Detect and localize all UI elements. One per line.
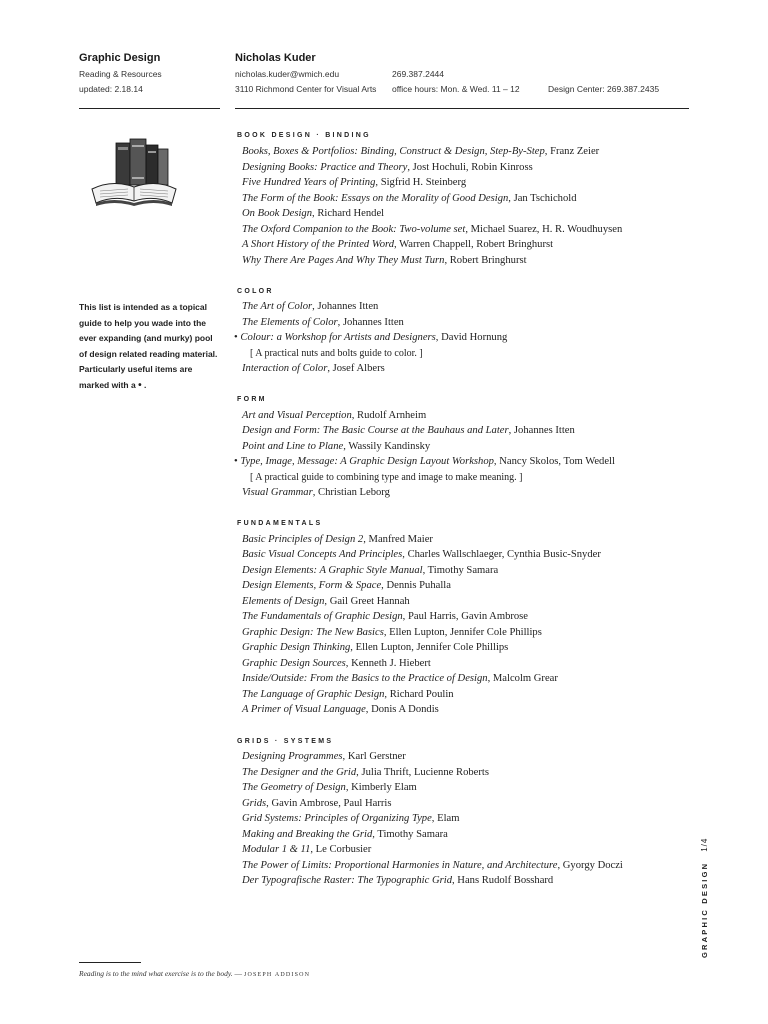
list-item: A Primer of Visual Language, Donis A Dondis bbox=[242, 704, 439, 715]
item-note: [ A practical nuts and bolts guide to color. ] bbox=[250, 348, 423, 359]
list-item: Designing Books: Practice and Theory, Jost Hochuli, Robin Kinross bbox=[242, 162, 533, 173]
list-item: Elements of Design, Gail Greet Hannah bbox=[242, 596, 410, 607]
header-rule-left bbox=[79, 108, 220, 109]
list-item: Design and Form: The Basic Course at the Bauhaus and Later, Johannes Itten bbox=[242, 425, 575, 436]
list-item: The Art of Color, Johannes Itten bbox=[242, 301, 379, 312]
list-item-recommended: • Type, Image, Message: A Graphic Design Layout Workshop, Nancy Skolos, Tom Wedell bbox=[234, 456, 615, 467]
list-item: The Form of the Book: Essays on the Morality of Good Design, Jan Tschichold bbox=[242, 193, 577, 204]
list-item: Graphic Design Thinking, Ellen Lupton, Jennifer Cole Phillips bbox=[242, 642, 509, 653]
list-item: The Oxford Companion to the Book: Two-volume set, Michael Suarez, H. R. Woudhuysen bbox=[242, 224, 623, 235]
side-label-text: GRAPHIC DESIGN bbox=[700, 861, 709, 958]
bullet-marker: • bbox=[234, 332, 238, 343]
section-title-color: COLOR bbox=[237, 288, 274, 295]
list-item: Der Typografische Raster: The Typographic Grid, Hans Rudolf Bosshard bbox=[242, 875, 554, 886]
author-email: nicholas.kuder@wmich.edu bbox=[235, 69, 340, 79]
list-item: Inside/Outside: From the Basics to the Practice of Design, Malcolm Grear bbox=[242, 673, 558, 684]
list-item: Interaction of Color, Josef Albers bbox=[242, 363, 385, 374]
list-item: The Elements of Color, Johannes Itten bbox=[242, 317, 404, 328]
list-item: Why There Are Pages And Why They Must Turn, Robert Bringhurst bbox=[242, 255, 527, 266]
list-item: Graphic Design Sources, Kenneth J. Hiebert bbox=[242, 658, 431, 669]
list-item: Basic Principles of Design 2, Manfred Maier bbox=[242, 534, 433, 545]
sidebar-note-end: . bbox=[143, 379, 147, 390]
list-item: Five Hundred Years of Printing, Sigfrid H. Steinberg bbox=[242, 177, 467, 188]
bullet-marker: • bbox=[138, 379, 142, 391]
author-phone: 269.387.2444 bbox=[392, 69, 444, 79]
header-rule-right bbox=[235, 108, 689, 109]
list-item: Graphic Design: The New Basics, Ellen Lupton, Jennifer Cole Phillips bbox=[242, 627, 542, 638]
list-item: Books, Boxes & Portfolios: Binding, Construct & Design, Step-By-Step, Franz Zeier bbox=[242, 146, 600, 157]
section-title-book-design: BOOK DESIGN · BINDING bbox=[237, 132, 371, 139]
section-title-grids: GRIDS · SYSTEMS bbox=[237, 738, 334, 745]
list-item: Grids, Gavin Ambrose, Paul Harris bbox=[242, 798, 392, 809]
list-item: The Designer and the Grid, Julia Thrift, Lucienne Roberts bbox=[242, 767, 489, 778]
list-item: Visual Grammar, Christian Leborg bbox=[242, 487, 390, 498]
list-item: Design Elements: A Graphic Style Manual, Timothy Samara bbox=[242, 565, 499, 576]
bullet-marker: • bbox=[234, 456, 238, 467]
section-title-form: FORM bbox=[237, 396, 267, 403]
list-item: Basic Visual Concepts And Principles, Charles Wallschlaeger, Cynthia Busic-Snyder bbox=[242, 549, 601, 560]
document-title: Graphic Design bbox=[79, 52, 161, 64]
page-number: 1/4 bbox=[700, 837, 709, 852]
list-item: Point and Line to Plane, Wassily Kandinsky bbox=[242, 441, 431, 452]
list-item: The Fundamentals of Graphic Design, Paul Harris, Gavin Ambrose bbox=[242, 611, 529, 622]
list-item: Grid Systems: Principles of Organizing Type, Elam bbox=[242, 813, 460, 824]
updated-date: updated: 2.18.14 bbox=[79, 84, 143, 94]
list-item-recommended: • Colour: a Workshop for Artists and Designers, David Hornung bbox=[234, 332, 508, 343]
list-item: Making and Breaking the Grid, Timothy Samara bbox=[242, 829, 448, 840]
quote-text: Reading is to the mind what exercise is to the body. bbox=[79, 969, 233, 978]
list-item: On Book Design, Richard Hendel bbox=[242, 208, 385, 219]
section-title-fundamentals: FUNDAMENTALS bbox=[237, 520, 323, 527]
list-item: Modular 1 & 11, Le Corbusier bbox=[242, 844, 372, 855]
footer-quote: Reading is to the mind what exercise is to the body. — JOSEPH ADDISON bbox=[79, 969, 311, 978]
author-address: 3110 Richmond Center for Visual Arts bbox=[235, 84, 377, 94]
quote-author: JOSEPH ADDISON bbox=[243, 972, 311, 978]
books-illustration bbox=[88, 137, 180, 209]
document-subtitle: Reading & Resources bbox=[79, 69, 162, 79]
side-label bbox=[700, 838, 709, 958]
office-hours: office hours: Mon. & Wed. 11 – 12 bbox=[392, 84, 520, 94]
sidebar-note bbox=[79, 300, 219, 393]
list-item: Design Elements, Form & Space, Dennis Puhalla bbox=[242, 580, 451, 591]
author-name: Nicholas Kuder bbox=[235, 52, 316, 64]
list-item: Designing Programmes, Karl Gerstner bbox=[242, 751, 406, 762]
list-item: The Geometry of Design, Kimberly Elam bbox=[242, 782, 417, 793]
footer-rule bbox=[79, 962, 141, 963]
list-item: The Power of Limits: Proportional Harmonies in Nature, and Architecture, Gyorgy Doczi bbox=[242, 860, 623, 871]
sidebar-note-text: This list is intended as a topical guide to help you wade into the ever expanding (and murky) pool of design related reading material. Particularly useful items are marked with a bbox=[79, 302, 218, 390]
list-item: Art and Visual Perception, Rudolf Arnheim bbox=[242, 410, 427, 421]
item-note: [ A practical guide to combining type and image to make meaning. ] bbox=[250, 472, 523, 483]
list-item: The Language of Graphic Design, Richard Poulin bbox=[242, 689, 454, 700]
design-center-phone: Design Center: 269.387.2435 bbox=[548, 84, 660, 94]
list-item: A Short History of the Printed Word, Warren Chappell, Robert Bringhurst bbox=[242, 239, 554, 250]
